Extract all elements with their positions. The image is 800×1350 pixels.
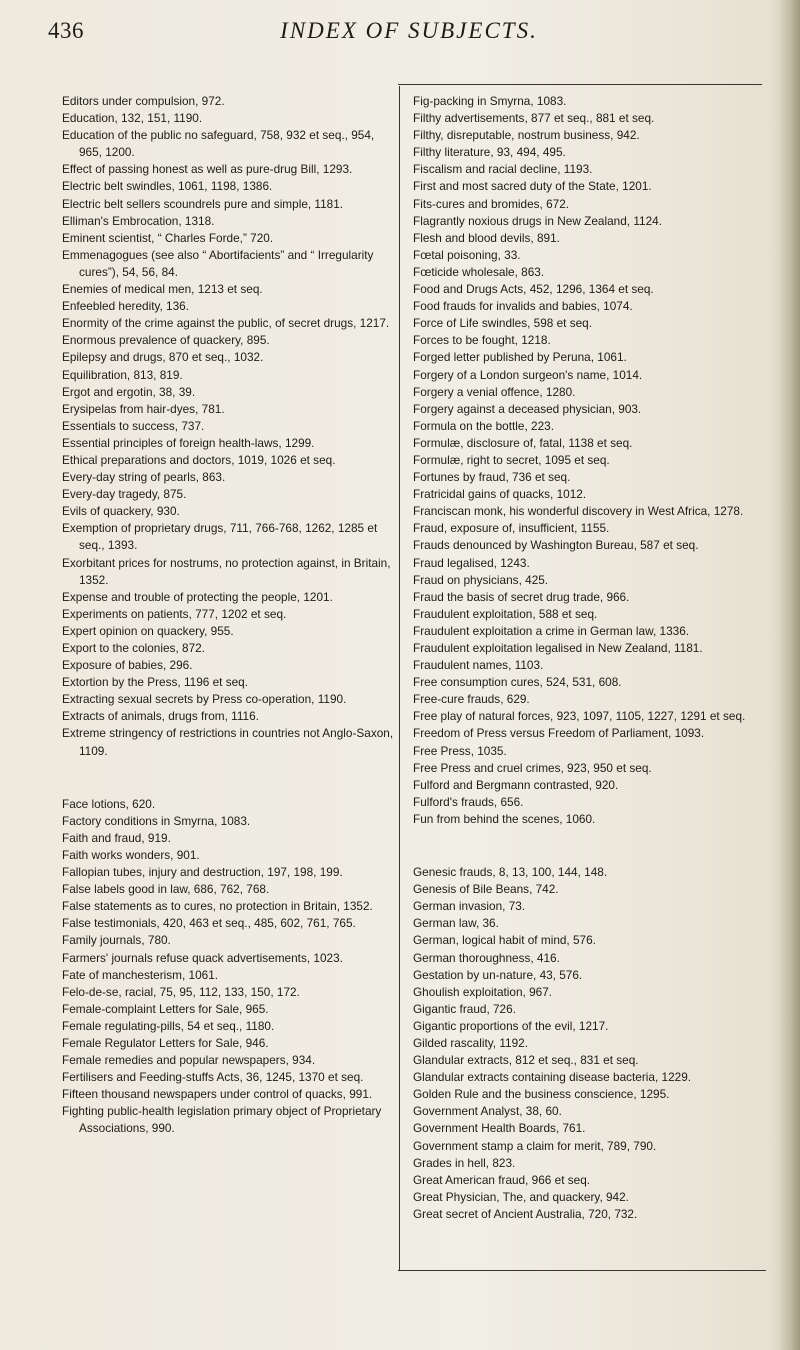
- index-entry: Fun from behind the scenes, 1060.: [413, 811, 596, 826]
- index-entry: Female remedies and popular newspapers, 934.: [62, 1053, 316, 1068]
- index-entry: Great American fraud, 966 et seq.: [413, 1172, 591, 1187]
- index-entry: Free consumption cures, 524, 531, 608.: [413, 675, 622, 690]
- index-entry: Evils of quackery, 930.: [62, 504, 180, 519]
- index-entry: Grades in hell, 823.: [413, 1155, 516, 1170]
- index-letter-group: [62, 93, 394, 760]
- index-entry: Faith and fraud, 919.: [62, 830, 171, 845]
- index-entry: Emmenagogues (see also “ Abortifacients” and “ Irregularity cures”), 54, 56, 84.: [62, 247, 374, 279]
- index-entry: Forces to be fought, 1218.: [413, 333, 551, 348]
- index-entry: Fiscalism and racial decline, 1193.: [413, 162, 593, 177]
- index-entry: Family journals, 780.: [62, 933, 171, 948]
- index-entry: Fulford and Bergmann contrasted, 920.: [413, 777, 619, 792]
- index-entry: Government stamp a claim for merit, 789, 790.: [413, 1138, 657, 1153]
- index-entry: Fraud the basis of secret drug trade, 966.: [413, 589, 630, 604]
- index-entry: Flesh and blood devils, 891.: [413, 230, 560, 245]
- index-entry: Forged letter published by Peruna, 1061.: [413, 350, 627, 365]
- index-entry: Faith works wonders, 901.: [62, 847, 200, 862]
- index-entry: Gigantic fraud, 726.: [413, 1001, 516, 1016]
- index-entry: Extracts of animals, drugs from, 1116.: [62, 709, 259, 724]
- index-entry: Fig-packing in Smyrna, 1083.: [413, 94, 567, 108]
- index-entry: Enemies of medical men, 1213 et seq.: [62, 282, 263, 297]
- index-entry: Fortunes by fraud, 736 et seq.: [413, 470, 571, 485]
- index-entry: Fraudulent exploitation legalised in New Zealand, 1181.: [413, 641, 703, 655]
- index-entry: Government Health Boards, 761.: [413, 1121, 586, 1136]
- bottom-rule: [398, 1270, 766, 1271]
- index-entry: Exorbitant prices for nostrums, no protection against, in Britain, 1352.: [62, 555, 391, 587]
- index-entry: Face lotions, 620.: [62, 796, 156, 811]
- index-entry: Genesis of Bile Beans, 742.: [413, 882, 559, 897]
- index-entry: Ethical preparations and doctors, 1019, 1026 et seq.: [62, 452, 336, 467]
- index-entry: Fraudulent exploitation, 588 et seq.: [413, 606, 598, 621]
- index-entry: Extortion by the Press, 1196 et seq.: [62, 675, 249, 690]
- index-entry: Fratricidal gains of quacks, 1012.: [413, 487, 587, 502]
- index-entry: Freedom of Press versus Freedom of Parliament, 1093.: [413, 726, 705, 741]
- index-entry: Great secret of Ancient Australia, 720, 732.: [413, 1206, 638, 1221]
- index-entry: Food and Drugs Acts, 452, 1296, 1364 et seq.: [413, 282, 654, 297]
- index-entry: Felo-de-se, racial, 75, 95, 112, 133, 150, 172.: [62, 984, 300, 999]
- left-index-column: [62, 93, 394, 1138]
- index-entry: Education of the public no safeguard, 758, 932 et seq., 954, 965, 1200.: [62, 128, 375, 160]
- index-entry: Formula on the bottle, 223.: [413, 418, 554, 433]
- index-entry: Genesic frauds, 8, 13, 100, 144, 148.: [413, 865, 608, 880]
- index-entry: Government Analyst, 38, 60.: [413, 1104, 562, 1119]
- index-entry: Force of Life swindles, 598 et seq.: [413, 316, 593, 331]
- top-rule: [398, 84, 762, 85]
- index-entry: Gigantic proportions of the evil, 1217.: [413, 1018, 609, 1033]
- index-entry: Forgery of a London surgeon's name, 1014.: [413, 367, 643, 382]
- index-entry: Eminent scientist, “ Charles Forde,” 720.: [62, 230, 274, 245]
- index-entry: Export to the colonies, 872.: [62, 641, 205, 655]
- index-entry: Electric belt swindles, 1061, 1198, 1386.: [62, 179, 273, 194]
- index-entry: Expert opinion on quackery, 955.: [62, 623, 234, 638]
- index-entry: Forgery against a deceased physician, 903.: [413, 401, 642, 416]
- index-entry: Fraudulent names, 1103.: [413, 658, 544, 673]
- index-entry: Every-day tragedy, 875.: [62, 487, 187, 502]
- letter-group-gap: [413, 828, 769, 864]
- index-entry: Female regulating-pills, 54 et seq., 1180.: [62, 1018, 275, 1033]
- index-entry: German invasion, 73.: [413, 899, 526, 914]
- index-entry: Great Physician, The, and quackery, 942.: [413, 1189, 629, 1204]
- index-entry: Fœtal poisoning, 33.: [413, 247, 521, 262]
- index-entry: Enfeebled heredity, 136.: [62, 299, 190, 314]
- index-entry: German, logical habit of mind, 576.: [413, 933, 596, 948]
- index-entry: Elliman's Embrocation, 1318.: [62, 213, 215, 228]
- index-entry: German law, 36.: [413, 916, 499, 931]
- index-entry: Enormous prevalence of quackery, 895.: [62, 333, 270, 348]
- index-entry: Education, 132, 151, 1190.: [62, 111, 203, 126]
- running-title: INDEX OF SUBJECTS.: [280, 18, 538, 43]
- index-entry: Fertilisers and Feeding-stuffs Acts, 36, 1245, 1370 et seq.: [62, 1070, 364, 1085]
- index-entry: Exemption of proprietary drugs, 711, 766-768, 1262, 1285 et seq., 1393.: [62, 521, 378, 553]
- index-entry: Free Press, 1035.: [413, 743, 507, 758]
- index-entry: Farmers' journals refuse quack advertisements, 1023.: [62, 950, 343, 965]
- index-entry: Fraud on physicians, 425.: [413, 572, 549, 587]
- index-entry: Ghoulish exploitation, 967.: [413, 984, 553, 999]
- index-entry: Fulford's frauds, 656.: [413, 794, 524, 809]
- index-entry: Ergot and ergotin, 38, 39.: [62, 384, 196, 399]
- letter-group-gap: [62, 760, 394, 796]
- index-entry: Essential principles of foreign health-laws, 1299.: [62, 435, 315, 450]
- index-entry: Expense and trouble of protecting the people, 1201.: [62, 589, 333, 604]
- page-edge-shadow: [778, 0, 800, 1350]
- index-letter-group: [413, 864, 769, 1223]
- index-entry: Exposure of babies, 296.: [62, 658, 193, 673]
- index-entry: False labels good in law, 686, 762, 768.: [62, 882, 270, 897]
- index-entry: Frauds denounced by Washington Bureau, 587 et seq.: [413, 538, 699, 553]
- index-entry: Epilepsy and drugs, 870 et seq., 1032.: [62, 350, 264, 365]
- index-entry: Gilded rascality, 1192.: [413, 1035, 528, 1050]
- index-entry: Extreme stringency of restrictions in countries not Anglo-Saxon, 1109.: [62, 726, 394, 758]
- index-entry: Extracting sexual secrets by Press co-operation, 1190.: [62, 692, 347, 707]
- index-letter-group: [413, 93, 769, 828]
- index-entry: First and most sacred duty of the State, 1201.: [413, 179, 652, 194]
- index-entry: Factory conditions in Smyrna, 1083.: [62, 813, 251, 828]
- index-entry: Fraud, exposure of, insufficient, 1155.: [413, 521, 610, 536]
- index-entry: Fraud legalised, 1243.: [413, 555, 530, 570]
- index-entry: Experiments on patients, 777, 1202 et seq.: [62, 606, 287, 621]
- index-entry: False statements as to cures, no protection in Britain, 1352.: [62, 899, 373, 914]
- index-entry: Fits-cures and bromides, 672.: [413, 196, 570, 211]
- right-index-column: [413, 93, 769, 1223]
- index-entry: Golden Rule and the business conscience, 1295.: [413, 1087, 670, 1102]
- index-entry: Glandular extracts, 812 et seq., 831 et seq.: [413, 1053, 639, 1068]
- index-entry: Essentials to success, 737.: [62, 418, 205, 433]
- column-divider: [399, 86, 400, 1270]
- index-entry: Every-day string of pearls, 863.: [62, 470, 226, 485]
- index-entry: Fifteen thousand newspapers under control of quacks, 991.: [62, 1087, 373, 1102]
- index-entry: Fate of manchesterism, 1061.: [62, 967, 219, 982]
- index-entry: Franciscan monk, his wonderful discovery in West Africa, 1278.: [413, 504, 744, 519]
- index-entry: Editors under compulsion, 972.: [62, 94, 225, 108]
- index-entry: Enormity of the crime against the public, of secret drugs, 1217.: [62, 316, 390, 331]
- index-entry: Female Regulator Letters for Sale, 946.: [62, 1035, 269, 1050]
- index-entry: Free Press and cruel crimes, 923, 950 et seq.: [413, 760, 652, 775]
- index-entry: Filthy, disreputable, nostrum business, 942.: [413, 128, 640, 143]
- index-entry: Forgery a venial offence, 1280.: [413, 384, 576, 399]
- page-header: [48, 18, 770, 52]
- index-entry: Gestation by un-nature, 43, 576.: [413, 967, 583, 982]
- index-entry: Glandular extracts containing disease bacteria, 1229.: [413, 1070, 692, 1085]
- index-entry: Equilibration, 813, 819.: [62, 367, 183, 382]
- index-entry: Electric belt sellers scoundrels pure and simple, 1181.: [62, 196, 344, 211]
- index-entry: Filthy literature, 93, 494, 495.: [413, 145, 566, 160]
- index-entry: Formulæ, disclosure of, fatal, 1138 et seq.: [413, 435, 633, 450]
- index-letter-group: [62, 796, 394, 1138]
- page-number: 436: [48, 18, 84, 43]
- index-entry: Flagrantly noxious drugs in New Zealand, 1124.: [413, 213, 662, 228]
- index-entry: Free-cure frauds, 629.: [413, 692, 530, 707]
- index-entry: Filthy advertisements, 877 et seq., 881 et seq.: [413, 111, 655, 126]
- index-entry: Food frauds for invalids and babies, 1074.: [413, 299, 633, 314]
- index-entry: Female-complaint Letters for Sale, 965.: [62, 1001, 269, 1016]
- index-entry: Formulæ, right to secret, 1095 et seq.: [413, 452, 610, 467]
- index-entry: Fallopian tubes, injury and destruction, 197, 198, 199.: [62, 865, 343, 880]
- index-entry: German thoroughness, 416.: [413, 950, 560, 965]
- index-entry: Fighting public-health legislation primary object of Proprietary Associations, 990.: [62, 1104, 382, 1136]
- index-entry: Erysipelas from hair-dyes, 781.: [62, 401, 225, 416]
- index-entry: Free play of natural forces, 923, 1097, 1105, 1227, 1291 et seq.: [413, 709, 746, 724]
- index-entry: False testimonials, 420, 463 et seq., 485, 602, 761, 765.: [62, 916, 356, 931]
- index-entry: Fœticide wholesale, 863.: [413, 264, 545, 279]
- index-entry: Fraudulent exploitation a crime in German law, 1336.: [413, 623, 690, 638]
- index-entry: Effect of passing honest as well as pure-drug Bill, 1293.: [62, 162, 353, 177]
